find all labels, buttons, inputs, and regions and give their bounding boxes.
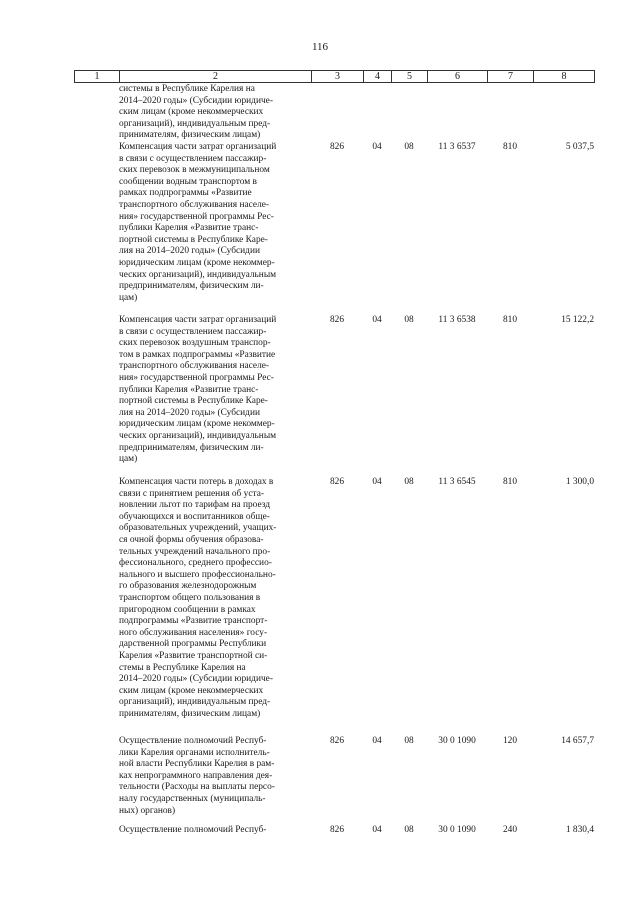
row-description: Осуществление полномочий Респуб- лики Карелия органами исполнитель- ной власти Республики Карелия в рам- ках непрограммного направления дея- тельности (Расходы на выплаты персо- налу государственных (муниципаль- ных) органов) [119, 736, 275, 816]
row-section-code: 04 [372, 736, 382, 746]
row-subsection-code: 08 [404, 315, 414, 325]
row-subsection-code: 08 [404, 736, 414, 746]
row-target-code: 11 3 6545 [438, 477, 476, 487]
row-amount: 5 037,5 [565, 142, 594, 152]
row-admin-code: 826 [329, 315, 345, 325]
row-expense-type: 240 [502, 825, 518, 835]
row-amount: 1 300,0 [565, 477, 594, 487]
column-header-1: 1 [75, 71, 120, 83]
column-header-7: 7 [488, 71, 534, 83]
row-section-code: 04 [372, 477, 382, 487]
column-header-6: 6 [428, 71, 488, 83]
column-header-5: 5 [392, 71, 428, 83]
row-admin-code: 826 [329, 825, 345, 835]
row-target-code: 30 0 1090 [438, 736, 476, 746]
row-description: Осуществление полномочий Респуб- [119, 825, 267, 835]
row-expense-type: 810 [502, 477, 518, 487]
column-header-2: 2 [120, 71, 312, 83]
row-description: Компенсация части затрат организаций в связи с осуществлением пассажир- ских перевозок воздушным транспор- том в рамках подпрограммы «Развитие транспортного обслуживания населе- ния» государственной программы Рес- публики Карелия «Развитие транс- портной системы в Республике Каре- лия на 2014–2020 годы» (Субсидии юридическим лицам (кроме некоммер- ческих организаций), индивидуальным предпринимателям, физическим ли- цам) [119, 315, 277, 465]
row-subsection-code: 08 [404, 477, 414, 487]
column-header-8: 8 [534, 71, 595, 83]
row-subsection-code: 08 [404, 142, 414, 152]
row-section-code: 04 [372, 825, 382, 835]
row-admin-code: 826 [329, 477, 345, 487]
row-description: системы в Республике Карелия на 2014–2020 годы» (Субсидии юридиче- ским лицам (кроме некоммерческих организаций), индивидуальным пред- принимателям, физическим лицам) [119, 84, 273, 141]
column-header-row [75, 71, 595, 83]
row-expense-type: 810 [502, 142, 518, 152]
column-header-4: 4 [364, 71, 392, 83]
row-admin-code: 826 [329, 142, 345, 152]
row-amount: 14 657,7 [561, 736, 594, 746]
row-amount: 15 122,2 [561, 315, 594, 325]
row-section-code: 04 [372, 315, 382, 325]
row-expense-type: 120 [502, 736, 518, 746]
row-target-code: 11 3 6538 [438, 315, 476, 325]
row-description: Компенсация части потерь в доходах в связи с принятием решения об уста- новлении льгот по тарифам на проезд обучающихся и воспитанников обще- образовательных учреждений, учащих- ся очной формы обучения образова- тельных учреждений начального про- фессионального, среднего профессио- нального и высшего профессионально- го образования железнодорожным транспортом общего пользования в пригородном сообщении в рамках подпрограммы «Развитие транспорт- ного обслуживания населения» госу- дарственной программы Республики Карелия «Развитие транспортной си- стемы в Республике Карелия на 2014–2020 годы» (Субсидии юридиче- ским лицам (кроме некоммерческих организаций), индивидуальным пред- принимателям, физическим лицам) [119, 477, 277, 719]
column-header-table [74, 70, 595, 83]
row-target-code: 30 0 1090 [438, 825, 476, 835]
row-amount: 1 830,4 [565, 825, 594, 835]
column-header-3: 3 [312, 71, 364, 83]
row-section-code: 04 [372, 142, 382, 152]
page-number: 116 [311, 41, 329, 53]
row-subsection-code: 08 [404, 825, 414, 835]
row-target-code: 11 3 6537 [438, 142, 476, 152]
row-admin-code: 826 [329, 736, 345, 746]
row-expense-type: 810 [502, 315, 518, 325]
row-description: Компенсация части затрат организаций в связи с осуществлением пассажир- ских перевозок в межмуниципальном сообщении водным транспортом в рамках подпрограммы «Развитие транспортного обслуживания населе- ния» государственной программы Рес- публики Карелия «Развитие транс- портной системы в Республике Каре- лия на 2014–2020 годы» (Субсидии юридическим лицам (кроме некоммер- ческих организаций), индивидуальным предпринимателям, физическим ли- цам) [119, 142, 277, 303]
